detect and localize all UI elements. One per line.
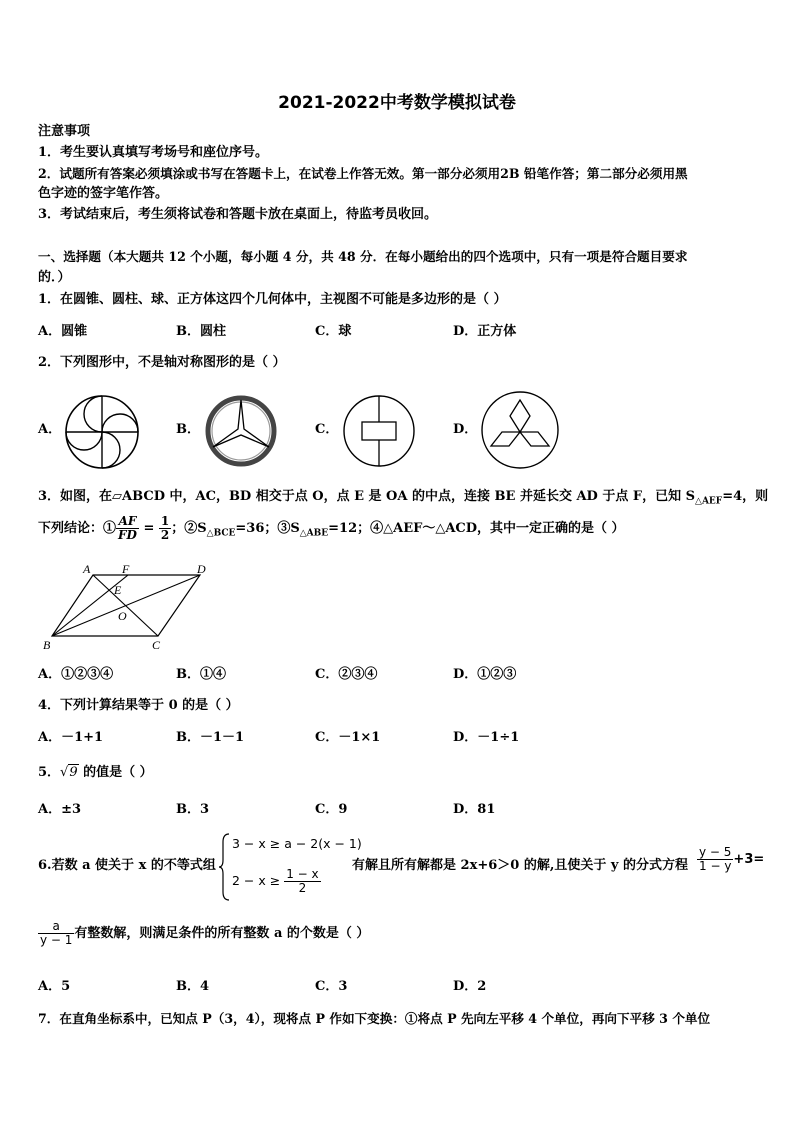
q4-option-a: A．－1+1 [38,730,104,745]
q2-figure-a-pinwheel [62,392,142,472]
label-point: B [43,638,51,652]
question-1-stem: 1．在圆锥、圆柱、球、正方体这四个几何体中，主视图不可能是多边形的是（ ） [38,292,507,307]
q1-option-d: D．正方体 [453,324,517,339]
q5-option-a: A．±3 [38,802,82,817]
inequality-1: 3 − x ≥ a − 2(x − 1) [232,836,362,851]
q2-figure-d-diamonds [478,388,562,472]
section-heading-cont: 的．） [38,270,71,285]
q6-option-b: B．4 [176,979,210,994]
question-3-conclusions: 下列结论：① $\frac{AF}{FD}$ = $\frac{1}{2}$ ；$②S_{\triangle BCE}=36$；$③S_{\triangle ABE}=12$；④△AEF～△ACD，其中一定正确的是（ ） [38,514,625,542]
label-point: C [152,638,161,652]
inequality-2: 2 − x ≥ $\frac{1 - x}{2}$ [232,867,319,895]
q1-option-a: A．圆锥 [38,324,88,339]
q6-option-d: D．2 [453,979,487,994]
notice-item: 色字迹的签字笔作答。 [38,186,169,201]
q5-option-c: C．9 [315,802,348,817]
q2-label-d: D． [453,422,478,437]
q5-option-d: D．81 [453,802,496,817]
page-title: 2021-2022中考数学模拟试卷 [278,93,516,113]
fraction-equation: $\frac{y - 5}{1 - y}$ +3= [699,845,765,873]
question-7-stem: 7．在直角坐标系中，已知点 P（3，4），现将点 P 作如下变换：①将点 P 先向左平移 4 个单位，再向下平移 3 个单位 [38,1011,711,1026]
q3-figure-parallelogram [40,560,220,652]
q6-option-c: C．3 [315,979,348,994]
question-2-stem: 2．下列图形中，不是轴对称图形的是（ ） [38,355,286,370]
q2-figure-c-circle-rect [340,392,418,470]
notice-item: 2．试题所有答案必须填涂或书写在答题卡上，在试卷上作答无效。第一部分必须用2B 铅笔作答；第二部分必须用黑 [38,166,688,181]
q2-figure-b-star-ring [203,393,279,469]
q1-option-c: C．球 [315,324,352,339]
q6-option-a: A．5 [38,979,71,994]
question-6-stem-start: 6.若数 a 使关于 x 的不等式组 [38,858,216,873]
q4-option-b: B．－1－1 [176,730,245,745]
q2-label-b: B． [176,422,200,437]
fraction-af-fd: $\frac{AF}{FD}$ [118,514,137,542]
q3-option-d: D．①②③ [453,667,517,682]
q1-option-b: B．圆柱 [176,324,226,339]
notice-item: 1．考生要认真填写考场号和座位序号。 [38,145,269,160]
q5-option-b: B．3 [176,802,210,817]
question-6-stem-middle: 有解且所有解都是 2x+6＞0 的解,且使关于 y 的分式方程 [352,858,688,873]
q4-option-d: D．－1÷1 [453,730,520,745]
label-point: F [122,562,130,576]
label-point: A [83,562,91,576]
question-6-line2: $\frac{a}{y - 1}$ 有整数解，则满足条件的所有整数 a 的个数是（ ） [40,919,370,947]
q2-label-a: A． [38,422,62,437]
question-5-stem: 5．√9 的值是（ ） [38,765,153,780]
q3-option-b: B．①④ [176,667,226,682]
notice-item: 3．考试结束后，考生须将试卷和答题卡放在桌面上，待监考员收回。 [38,207,438,222]
question-4-stem: 4．下列计算结果等于 0 的是（ ） [38,698,239,713]
q4-option-c: C．－1×1 [315,730,381,745]
q3-option-c: C．②③④ [315,667,378,682]
label-point: O [118,609,127,623]
sqrt-symbol: √ [60,765,69,780]
section-heading: 一、选择题（本大题共 12 个小题，每小题 4 分，共 48 分．在每小题给出的四个选项中，只有一项是符合题目要求 [38,249,688,264]
question-3-stem: 3．如图，在▱ABCD 中，AC，BD 相交于点 O，点 E 是 OA 的中点，连接 BE 并延长交 AD 于点 F，已知 $S_{\triangle AEF}=4$，则 [38,489,769,507]
q2-label-c: C． [315,422,339,437]
inequality-system-brace [218,832,230,906]
q3-option-a: A．①②③④ [38,667,114,682]
notice-heading: 注意事项 [38,124,91,139]
label-point: D [197,562,206,576]
fraction-half: $\frac{1}{2}$ [160,514,170,542]
label-point: E [114,583,122,597]
